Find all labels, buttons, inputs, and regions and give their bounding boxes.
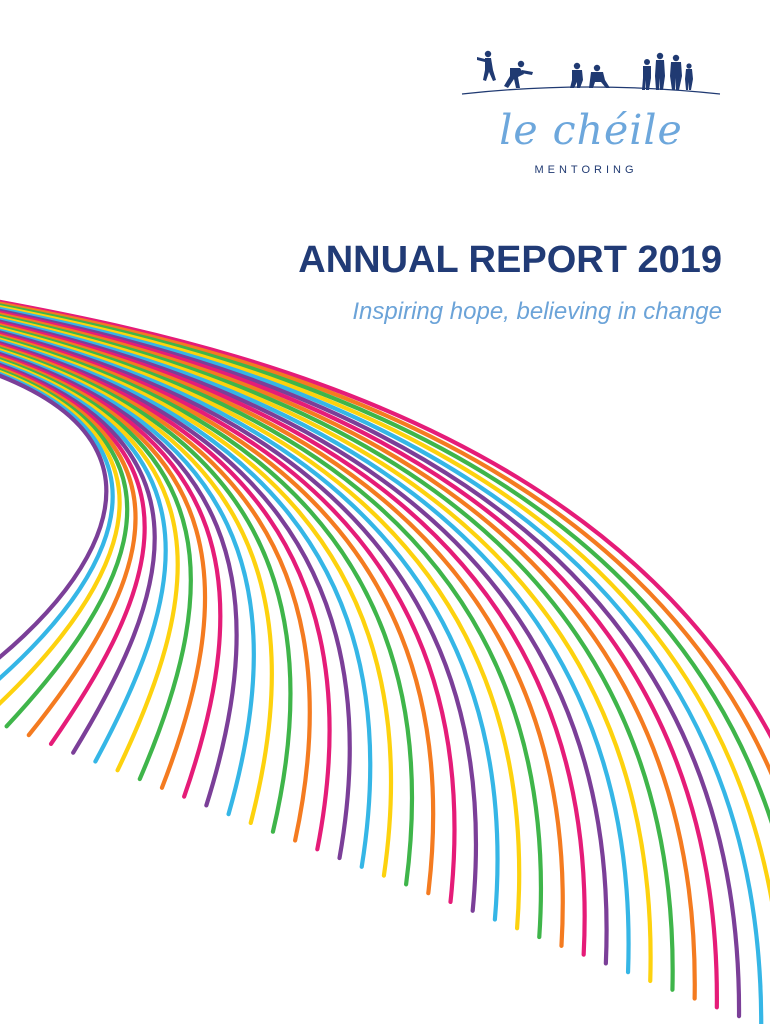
mentoring-figures-icon <box>458 44 723 102</box>
report-tagline: Inspiring hope, believing in change <box>352 298 722 325</box>
logo-wordmark: le chéile <box>499 106 683 154</box>
logo-subtitle: MENTORING <box>534 164 638 176</box>
report-title: ANNUAL REPORT 2019 <box>298 239 722 281</box>
le-cheile-logo <box>458 44 723 184</box>
